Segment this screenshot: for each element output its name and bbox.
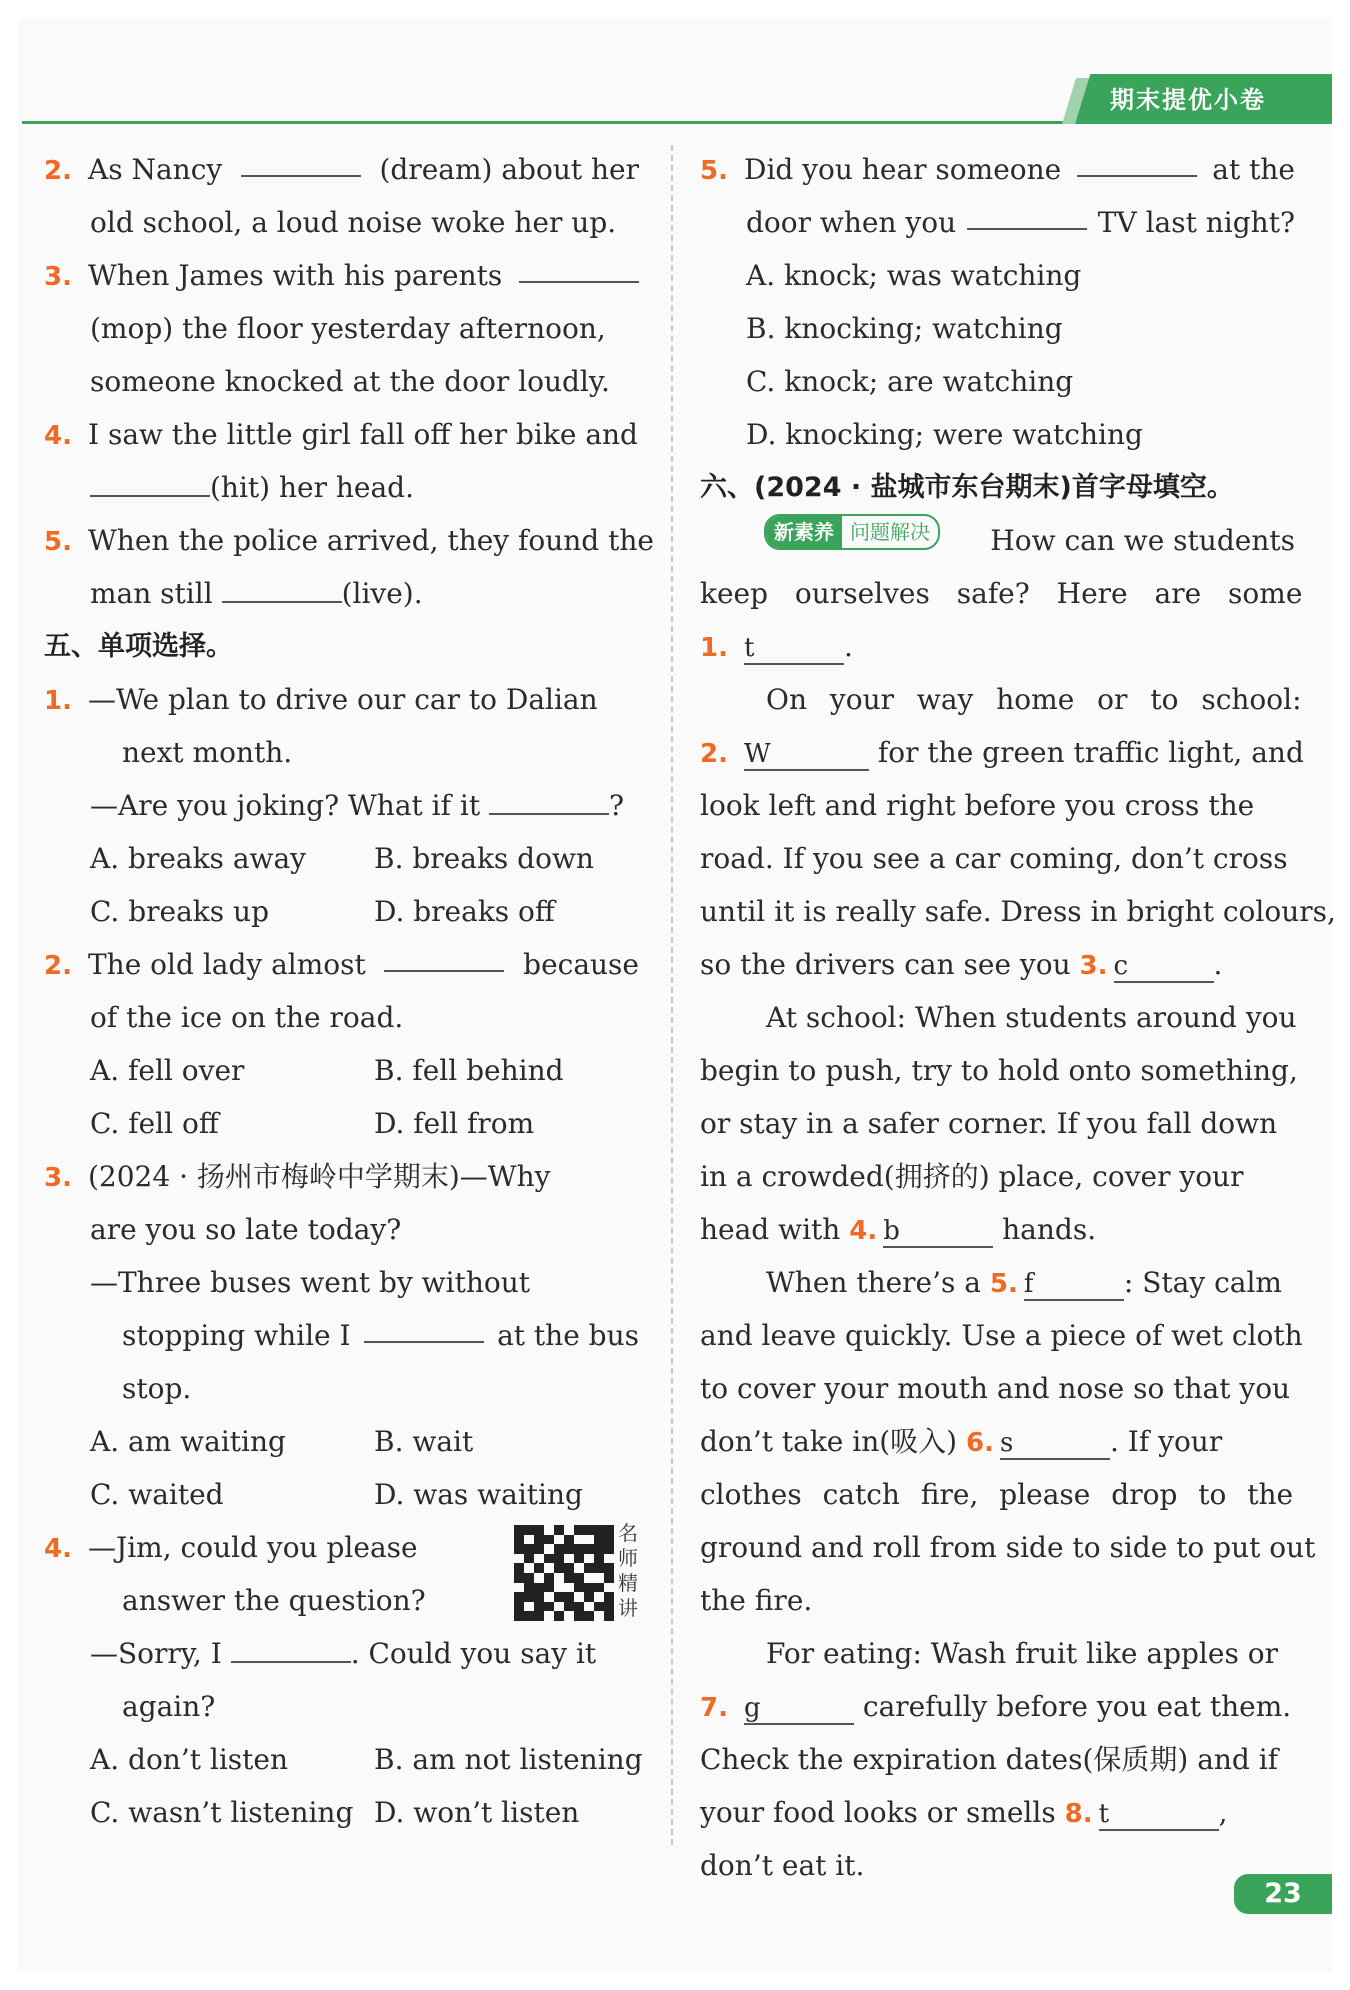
blank-number: 1. (700, 633, 728, 663)
question-text: at the (1212, 153, 1295, 186)
option-row (44, 1415, 639, 1468)
passage-line: to cover your mouth and nose so that you (700, 1372, 1291, 1405)
question-text: —Sorry, I (90, 1637, 222, 1670)
option-b[interactable]: B. am not listening (374, 1743, 643, 1776)
passage-text: for the green traffic light, and (877, 736, 1304, 769)
question-text: TV last night? (1097, 206, 1295, 239)
question-text: because (523, 948, 639, 981)
blank-number: 4. (849, 1216, 878, 1246)
question-number: 2. (44, 951, 72, 981)
right-column (700, 143, 1336, 1892)
passage-text: so the drivers can see you (700, 948, 1071, 981)
blank-number: 6. (966, 1428, 994, 1458)
option-c[interactable]: C. breaks up (90, 895, 269, 928)
answer-blank[interactable] (519, 249, 639, 283)
blank-number: 7. (700, 1693, 728, 1723)
passage-text: , (1218, 1796, 1228, 1829)
passage-line (700, 726, 1304, 779)
question-number: 3. (44, 1163, 72, 1193)
passage-text: : Stay calm (1123, 1266, 1282, 1299)
option-b[interactable]: B. breaks down (374, 842, 594, 875)
passage-line: don’t eat it. (700, 1849, 865, 1882)
passage-text: your food looks or smells (700, 1796, 1056, 1829)
question-number: 2. (44, 156, 72, 186)
question-block (44, 1521, 639, 1627)
option-row (44, 885, 639, 938)
badge-secondary: 问题解决 (850, 520, 930, 544)
question-text: (hit) her head. (210, 471, 414, 504)
option-c[interactable]: C. wasn’t listening (90, 1796, 354, 1829)
passage-line: the fire. (700, 1584, 813, 1617)
question-text: (2024 · 扬州市梅岭中学期末)—Why (88, 1160, 551, 1193)
question-text: (dream) about her (379, 153, 639, 186)
section-title: 六、(2024 · 盐城市东台期末)首字母填空。 (700, 472, 1234, 503)
option-row (44, 832, 639, 885)
question-text: Did you hear someone (744, 153, 1062, 186)
question-text: door when you (746, 206, 957, 239)
option-d[interactable]: D. fell from (374, 1107, 535, 1140)
passage-text: carefully before you eat them. (862, 1690, 1292, 1723)
question-line: stop. (122, 1372, 192, 1405)
answer-blank[interactable] (967, 196, 1087, 230)
passage-line: until it is really safe. Dress in bright colours, (700, 895, 1336, 928)
question-line (44, 249, 639, 302)
question-line (44, 567, 639, 620)
question-line (44, 143, 639, 196)
letter-blank[interactable]: c (1114, 951, 1214, 983)
option-row (44, 1044, 639, 1097)
option-d[interactable]: D. knocking; were watching (746, 418, 1143, 451)
blank-number: 8. (1064, 1799, 1093, 1829)
passage-line (700, 1786, 1295, 1839)
passage-text: don’t take in(吸入) (700, 1425, 958, 1458)
passage-line: For eating: Wash fruit like apples or (766, 1637, 1278, 1670)
passage-line: keep ourselves safe? Here are some (700, 577, 1303, 610)
option-c[interactable]: C. waited (90, 1478, 224, 1511)
question-line (700, 143, 1295, 196)
passage-line (700, 1680, 1295, 1733)
question-text: —Jim, could you please (88, 1531, 418, 1564)
answer-blank[interactable] (1077, 143, 1197, 177)
qr-label: 名师精讲 (618, 1521, 638, 1620)
question-text: man still (90, 577, 213, 610)
question-line (44, 779, 639, 832)
question-text: When the police arrived, they found the (88, 524, 654, 557)
question-text: (live). (341, 577, 423, 610)
question-text: ? (609, 789, 625, 822)
answer-blank[interactable] (222, 569, 342, 603)
passage-line: Check the expiration dates(保质期) and if (700, 1743, 1279, 1776)
option-a[interactable]: A. knock; was watching (746, 259, 1082, 292)
question-text: When James with his parents (88, 259, 503, 292)
option-c[interactable]: C. fell off (90, 1107, 219, 1140)
option-row (44, 1468, 639, 1521)
header-title: 期末提优小卷 (1110, 86, 1266, 114)
passage-line (700, 1415, 1295, 1468)
answer-blank[interactable] (489, 781, 609, 815)
question-text: The old lady almost (88, 948, 366, 981)
question-text: —We plan to drive our car to Dalian (88, 683, 598, 716)
question-line (44, 1150, 639, 1203)
question-text: I saw the little girl fall off her bike and (88, 418, 638, 451)
question-text: As Nancy (88, 153, 223, 186)
question-text: . Could you say it (350, 1637, 597, 1670)
passage-line: look left and right before you cross the (700, 789, 1255, 822)
passage-text: When there’s a (766, 1266, 981, 1299)
question-line (700, 196, 1295, 249)
option-b[interactable]: B. wait (374, 1425, 474, 1458)
option-row (44, 1786, 639, 1839)
letter-blank[interactable]: s (1000, 1428, 1110, 1460)
passage-line: in a crowded(拥挤的) place, cover your (700, 1160, 1244, 1193)
option-a[interactable]: A. don’t listen (90, 1743, 289, 1776)
question-line (44, 408, 639, 461)
question-line (44, 1627, 639, 1680)
question-line (44, 461, 639, 514)
question-line: someone knocked at the door loudly. (90, 365, 610, 398)
passage-line: road. If you see a car coming, don’t cross (700, 842, 1288, 875)
passage-line: clothes catch fire, please drop to the (700, 1478, 1294, 1511)
column-divider (671, 145, 673, 1845)
passage-line: begin to push, try to hold onto something, (700, 1054, 1298, 1087)
question-line: next month. (122, 736, 293, 769)
question-line: answer the question? (122, 1584, 426, 1617)
passage-text: head with (700, 1213, 841, 1246)
question-line: are you so late today? (90, 1213, 402, 1246)
option-d[interactable]: D. was waiting (374, 1478, 583, 1511)
option-d[interactable]: D. breaks off (374, 895, 555, 928)
passage-line (700, 1203, 1295, 1256)
passage-line: or stay in a safer corner. If you fall down (700, 1107, 1278, 1140)
option-b[interactable]: B. knocking; watching (746, 312, 1063, 345)
question-number: 4. (44, 421, 72, 451)
letter-blank[interactable]: t (744, 633, 844, 665)
option-row (44, 1097, 639, 1150)
question-line: (mop) the floor yesterday afternoon, (90, 312, 606, 345)
question-number: 3. (44, 262, 72, 292)
passage-text: hands. (1002, 1213, 1097, 1246)
question-number: 1. (44, 686, 72, 716)
passage-line: so the drivers can see you 3. c . (700, 938, 1295, 991)
passage-line (700, 1256, 1295, 1309)
passage-text: How can we students (990, 524, 1295, 557)
passage-line: 1. t . (700, 620, 1295, 673)
question-text: stopping while I (122, 1319, 351, 1352)
question-text: —Are you joking? What if it (90, 789, 481, 822)
passage-line: At school: When students around you (766, 1001, 1297, 1034)
option-a[interactable]: A. am waiting (90, 1425, 286, 1458)
skill-badge (764, 514, 940, 550)
letter-blank[interactable]: t (1099, 1799, 1219, 1831)
answer-blank[interactable] (90, 463, 210, 497)
question-number: 5. (44, 527, 72, 557)
letter-blank[interactable]: W (744, 739, 869, 771)
section-title: 五、单项选择。 (44, 631, 233, 662)
answer-blank[interactable] (364, 1309, 484, 1343)
question-number: 4. (44, 1534, 72, 1564)
blank-number: 5. (989, 1269, 1018, 1299)
letter-blank[interactable]: b (883, 1216, 993, 1248)
option-d[interactable]: D. won’t listen (374, 1796, 580, 1829)
answer-blank[interactable] (231, 1629, 351, 1663)
question-line: again? (122, 1690, 216, 1723)
option-b[interactable]: B. fell behind (374, 1054, 564, 1087)
question-text: at the bus (497, 1319, 639, 1352)
badge-primary: 新素养 (766, 516, 842, 548)
passage-line: On your way home or to school: (766, 683, 1302, 716)
passage-line: ground and roll from side to side to put out (700, 1531, 1316, 1564)
letter-blank[interactable]: g (744, 1693, 854, 1725)
qr-code-icon[interactable] (514, 1525, 614, 1621)
answer-blank[interactable] (241, 143, 361, 177)
option-c[interactable]: C. knock; are watching (746, 365, 1074, 398)
blank-number: 3. (1079, 951, 1108, 981)
left-column (44, 143, 654, 1839)
question-line: of the ice on the road. (90, 1001, 404, 1034)
page-number: 23 (1234, 1874, 1332, 1914)
option-row (44, 1733, 643, 1786)
question-line (44, 1309, 639, 1362)
question-line: —Three buses went by without (90, 1266, 531, 1299)
passage-text: . If your (1110, 1425, 1223, 1458)
question-line (44, 514, 654, 567)
question-line: old school, a loud noise woke her up. (90, 206, 617, 239)
letter-blank[interactable]: f (1024, 1269, 1124, 1301)
passage-line (700, 514, 1295, 567)
question-line (44, 938, 639, 991)
option-a[interactable]: A. breaks away (90, 842, 307, 875)
option-a[interactable]: A. fell over (90, 1054, 245, 1087)
passage-line: and leave quickly. Use a piece of wet cloth (700, 1319, 1303, 1352)
question-number: 5. (700, 156, 728, 186)
question-line (44, 1521, 504, 1574)
blank-number: 2. (700, 739, 728, 769)
question-line (44, 673, 639, 726)
answer-blank[interactable] (384, 938, 504, 972)
